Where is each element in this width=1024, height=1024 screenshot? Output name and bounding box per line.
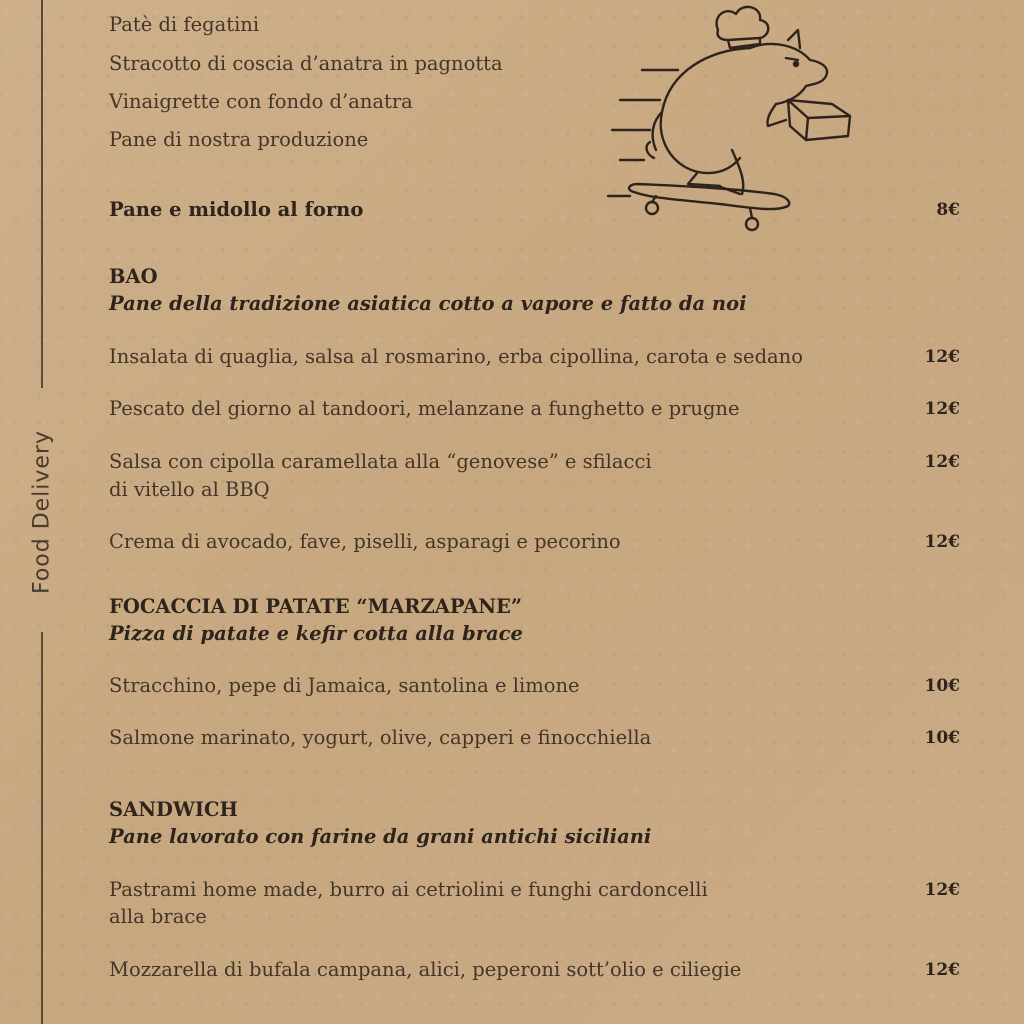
side-divider-top [41, 0, 43, 388]
pig-on-skateboard-chef-icon [600, 0, 860, 240]
intro-item: Patè di fegatini [109, 13, 260, 36]
side-label: Food Delivery [29, 429, 55, 595]
intro-item: Pane di nostra produzione [109, 128, 369, 151]
menu-item: Insalata di quaglia, salsa al rosmarino, erba cipollina, carota e sedano [109, 345, 803, 368]
menu-item: Stracchino, pepe di Jamaica, santolina e limone [109, 674, 580, 697]
price: 10€ [924, 676, 960, 696]
menu-item: Crema di avocado, fave, piselli, asparagi e pecorino [109, 530, 621, 553]
intro-item: Stracotto di coscia d’anatra in pagnotta [109, 52, 503, 75]
section-title-sandwich: SANDWICH [109, 798, 238, 821]
section-subtitle-focaccia: Pizza di patate e kefir cotta alla brace [109, 622, 523, 645]
price: 12€ [924, 347, 960, 367]
menu-item-cont: alla brace [109, 905, 207, 928]
section-title-bao: BAO [109, 265, 158, 288]
menu-item-midollo: Pane e midollo al forno [109, 198, 364, 221]
price: 12€ [924, 532, 960, 552]
menu-item: Salsa con cipolla caramellata alla “genovese” e sfilacci [109, 450, 652, 473]
side-divider-bottom [41, 632, 43, 1024]
menu-item: Pescato del giorno al tandoori, melanzane a funghetto e prugne [109, 397, 740, 420]
menu-item: Mozzarella di bufala campana, alici, peperoni sott’olio e ciliegie [109, 958, 742, 981]
price: 10€ [924, 728, 960, 748]
price: 12€ [924, 452, 960, 472]
intro-item: Vinaigrette con fondo d’anatra [109, 90, 413, 113]
menu-item: Pastrami home made, burro ai cetriolini e funghi cardoncelli [109, 878, 708, 901]
price: 12€ [924, 960, 960, 980]
price: 8€ [936, 200, 960, 220]
menu-item-cont: di vitello al BBQ [109, 478, 270, 501]
section-subtitle-bao: Pane della tradizione asiatica cotto a vapore e fatto da noi [109, 292, 747, 315]
section-subtitle-sandwich: Pane lavorato con farine da grani antichi siciliani [109, 825, 652, 848]
price: 12€ [924, 399, 960, 419]
price: 12€ [924, 880, 960, 900]
section-title-focaccia: FOCACCIA DI PATATE “MARZAPANE” [109, 595, 523, 618]
menu-item: Salmone marinato, yogurt, olive, capperi e finocchiella [109, 726, 652, 749]
